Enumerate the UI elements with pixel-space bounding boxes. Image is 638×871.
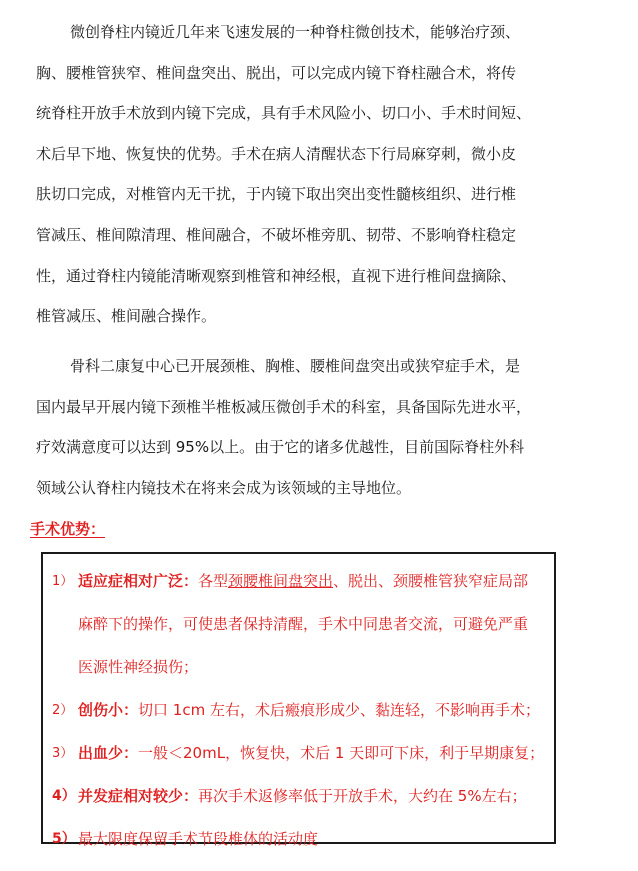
item-underlined: 颈腰椎间盘突出 (228, 572, 334, 590)
paragraph-line: 管减压、椎间隙清理、椎间融合，不破坏椎旁肌、韧带、不影响脊柱稳定 (36, 225, 517, 244)
paragraph-line: 肤切口完成，对椎管内无干扰，于内镜下取出突出变性髓核组织、进行椎 (36, 185, 517, 204)
item-body: 最大限度保留手术节段椎体的活动度 (78, 830, 319, 848)
item-body: 切口 1cm 左右，术后瘢痕形成少、黏连轻，不影响再手术； (138, 701, 540, 719)
intro-paragraph (36, 12, 556, 337)
paragraph-line: 疗效满意度可以达到 95%以上。由于它的诸多优越性，目前国际脊柱外科 (36, 438, 525, 457)
item-number: 1） (52, 574, 74, 589)
item-term: 并发症相对较少： (78, 787, 199, 805)
paragraph-line: 椎管减压、椎间融合操作。 (36, 307, 217, 326)
paragraph-line: 性，通过脊柱内镜能清晰观察到椎管和神经根，直视下进行椎间盘摘除、 (36, 266, 517, 285)
paragraph-line: 胸、腰椎管狭窄、椎间盘突出、脱出，可以完成内镜下脊柱融合术，将传 (36, 63, 517, 82)
list-item (52, 732, 550, 775)
list-item (52, 560, 550, 689)
paragraph-line: 领域公认脊柱内镜技术在将来会成为该领域的主导地位。 (36, 478, 412, 497)
item-term: 适应症相对广泛： (78, 572, 199, 590)
item-body: 各型 (198, 572, 229, 590)
item-text (78, 732, 550, 775)
item-body: 一般＜20mL，恢复快，术后 1 天即可下床，利于早期康复； (138, 744, 545, 762)
list-item (52, 818, 550, 861)
center-paragraph (36, 346, 556, 508)
item-term: 创伤小： (78, 701, 139, 719)
paragraph-line: 国内最早开展内镜下颈椎半椎板减压微创手术的科室，具备国际先进水平， (36, 397, 532, 416)
paragraph-line: 术后早下地、恢复快的优势。手术在病人清醒状态下行局麻穿刺，微小皮 (36, 144, 517, 163)
item-number: 3） (52, 746, 74, 761)
item-body: 再次手术返修率低于开放手术，大约在 5%左右； (198, 787, 527, 805)
item-term: 出血少： (78, 744, 139, 762)
item-text (78, 689, 550, 732)
item-line: 麻醉下的操作，可使患者保持清醒，手术中同患者交流，可避免严重 (78, 615, 529, 633)
advantages-list (52, 560, 550, 861)
paragraph-line: 微创脊柱内镜近几年来飞速发展的一种脊柱微创技术，能够治疗颈、 (70, 23, 521, 41)
list-item (52, 689, 550, 732)
advantages-box (41, 552, 556, 848)
item-line (78, 560, 550, 603)
item-number: 5） (52, 831, 76, 847)
paragraph-line: 骨科二康复中心已开展颈椎、胸椎、腰椎间盘突出或狭窄症手术，是 (70, 357, 521, 375)
item-number: 4） (52, 788, 76, 804)
item-text (78, 818, 550, 861)
section-title: 手术优势： (30, 520, 106, 538)
item-line: 医源性神经损伤； (78, 658, 199, 676)
list-item (52, 775, 550, 818)
item-text (78, 560, 550, 689)
paragraph-line: 统脊柱开放手术放到内镜下完成，具有手术风险小、切口小、手术时间短、 (36, 104, 532, 123)
item-body: 、脱出、颈腰椎管狭窄症局部 (333, 572, 529, 590)
item-text (78, 775, 550, 818)
item-number: 2） (52, 703, 74, 718)
